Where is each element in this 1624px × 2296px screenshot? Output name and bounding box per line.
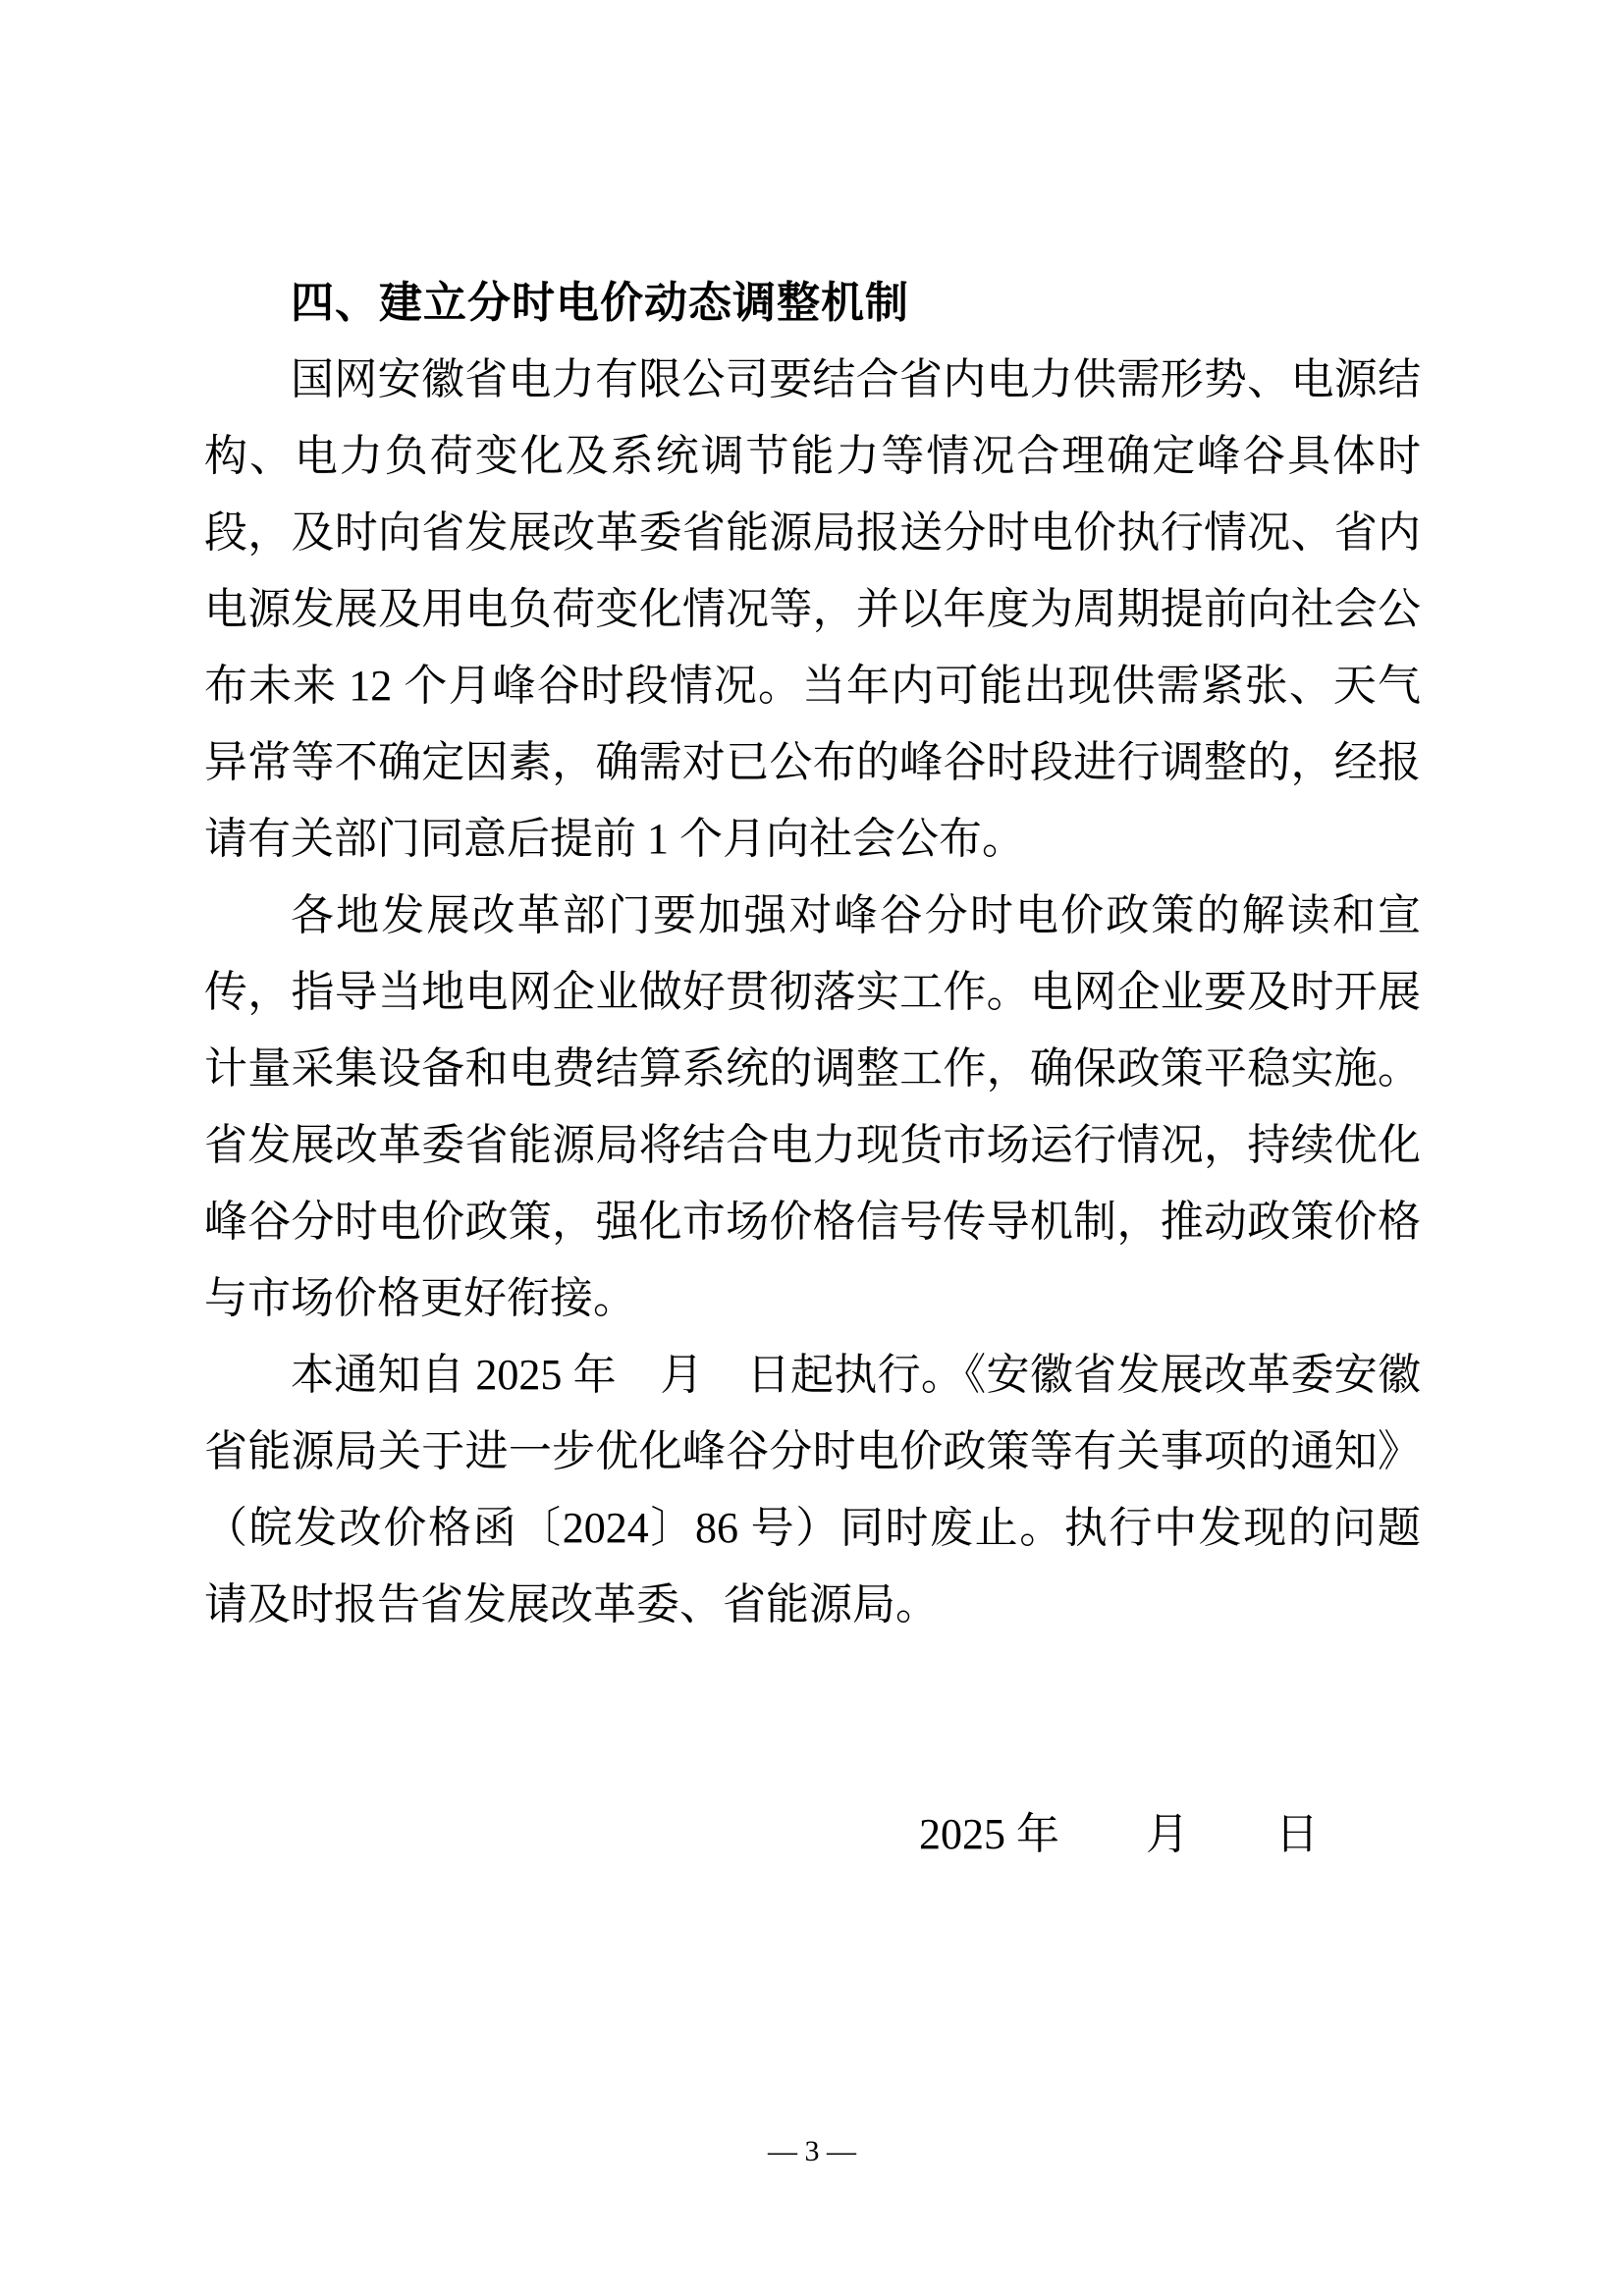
- page-number: — 3 —: [768, 2135, 856, 2167]
- document-body: [204, 265, 1421, 1873]
- section-heading: 四、建立分时电价动态调整机制: [291, 279, 909, 327]
- paragraph-policy-implementation: 各地发展改革部门要加强对峰谷分时电价政策的解读和宣传，指导当地电网企业做好贯彻落实工作。电网企业要及时开展计量采集设备和电费结算系统的调整工作，确保政策平稳实施。省发展改革委省能源局将结合电力现货市场运行情况，持续优化峰谷分时电价政策，强化市场价格信号传导机制，推动政策价格与市场价格更好衔接。: [204, 891, 1421, 1322]
- signature-date-line: 2025 年 月 日: [919, 1810, 1319, 1858]
- paragraph-supply-situation: 国网安徽省电力有限公司要结合省内电力供需形势、电源结构、电力负荷变化及系统调节能力等情况合理确定峰谷具体时段，及时向省发展改革委省能源局报送分时电价执行情况、省内电源发展及用电负荷变化情况等，并以年度为周期提前向社会公布未来 12 个月峰谷时段情况。当年内可能出现供需紧张、天气异常等不确定因素，确需对已公布的峰谷时段进行调整的，经报请有关部门同意后提前 1 个月向社会公布。: [204, 355, 1421, 863]
- paragraph-effective-date: 本通知自 2025 年 月 日起执行。《安徽省发展改革委安徽省能源局关于进一步优化峰谷分时电价政策等有关事项的通知》（皖发改价格函〔2024〕86 号）同时废止。执行中发现的问题请及时报告省发展改革委、省能源局。: [204, 1351, 1421, 1629]
